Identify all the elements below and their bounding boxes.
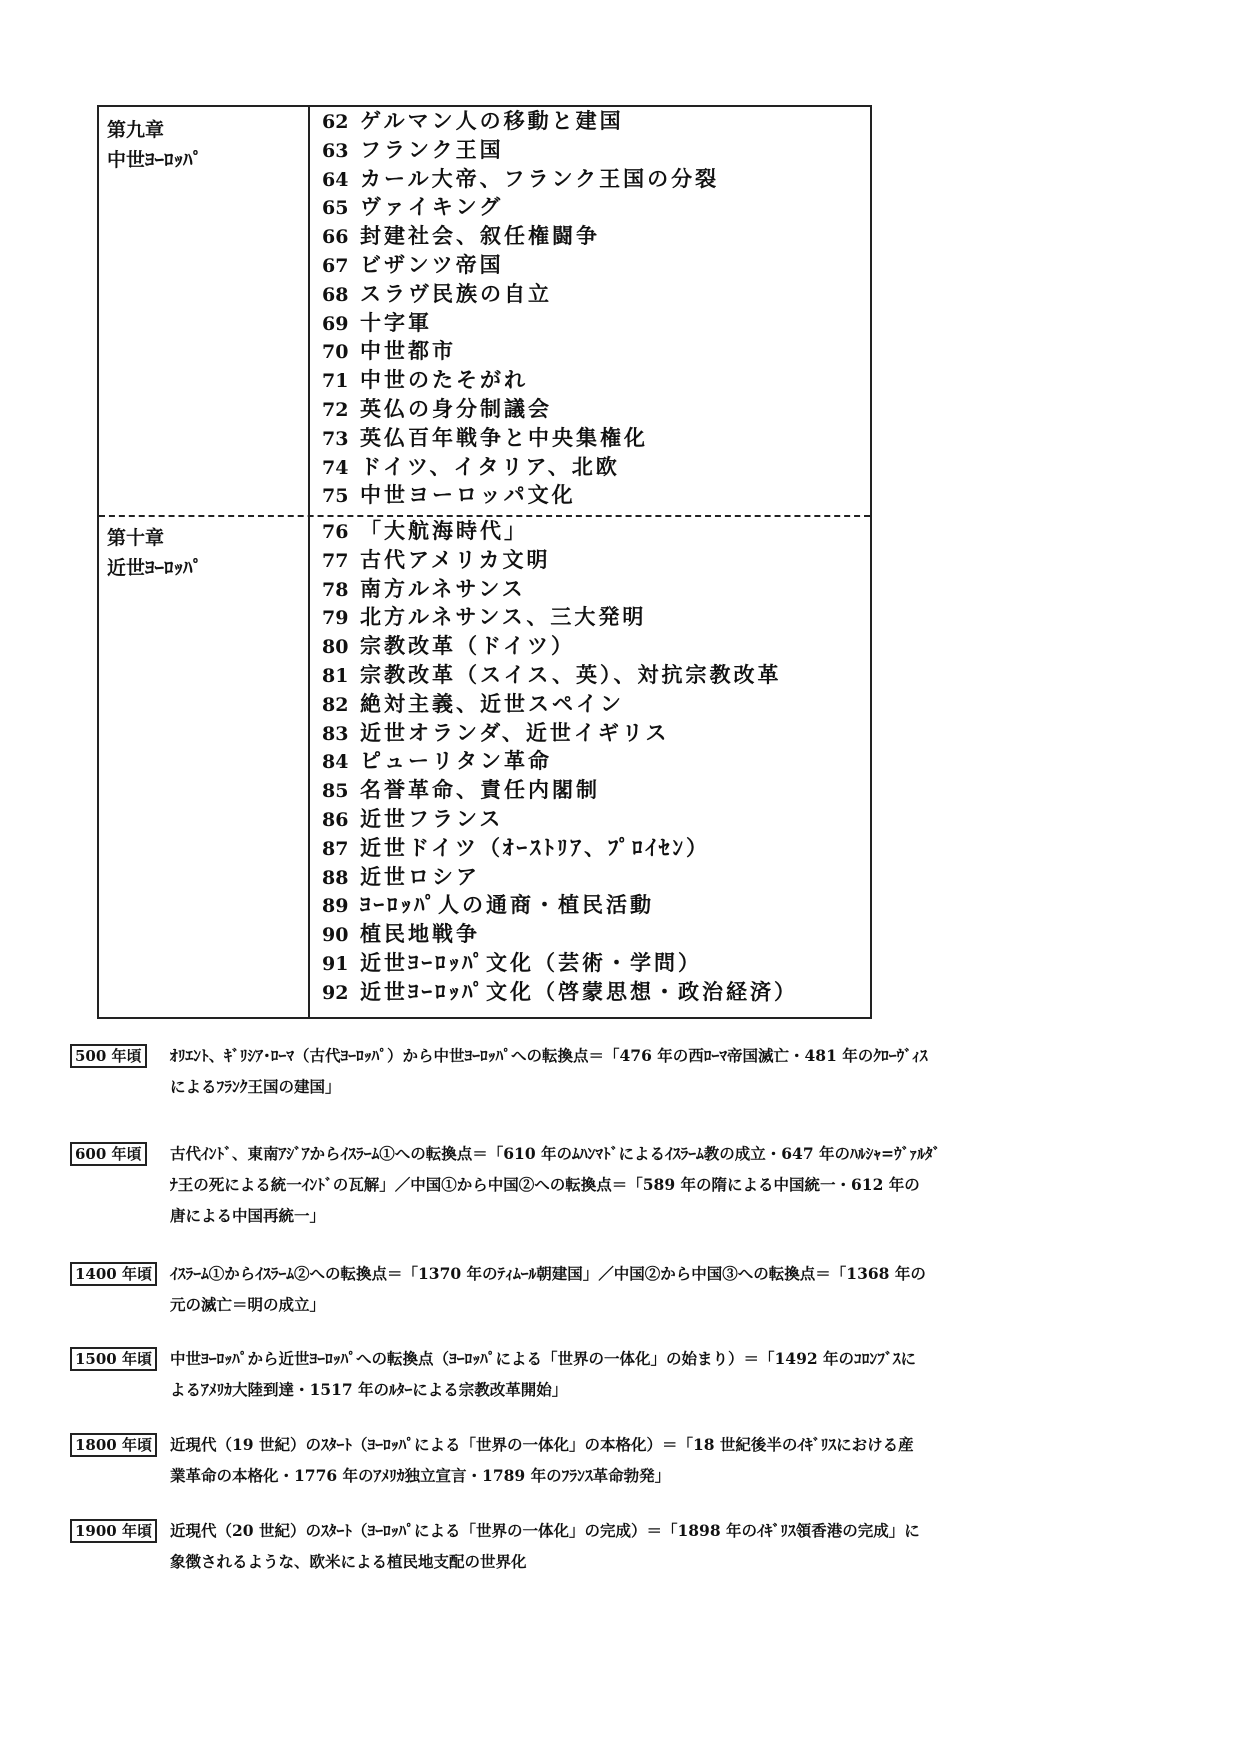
toc-entry [322,309,862,338]
era-note [70,1343,1150,1405]
entry-title: ピューリタン革命 [360,748,552,774]
entry-number: 85 [322,780,349,803]
entry-title: ﾖｰﾛｯﾊﾟ人の通商・植民活動 [360,892,654,918]
era-note [70,1138,1150,1231]
entry-number: 68 [322,283,349,306]
chapter-title: 第十章 [107,527,165,549]
entry-title: 近世ロシア [360,863,480,889]
entry-number: 73 [322,427,349,450]
entry-number: 75 [322,485,349,508]
chapter-entries [322,107,862,510]
entry-number: 69 [322,312,349,335]
era-note-line: 唐による中国再統一」 [170,1206,326,1225]
toc-entry [322,424,862,453]
entry-title: 北方ルネサンス、三大発明 [360,604,647,630]
toc-entry [322,366,862,395]
entry-title: カール大帝、フランク王国の分裂 [360,165,720,191]
entry-number: 88 [322,866,349,889]
toc-entry [322,453,862,482]
entry-number: 86 [322,808,349,831]
toc-entry [322,863,862,892]
entry-number: 84 [322,751,349,774]
entry-title: 近世オランダ、近世イギリス [360,719,670,745]
era-label: 1500 年頃 [70,1347,157,1371]
era-note-body [70,1343,1150,1405]
entry-title: 中世都市 [360,338,456,364]
era-label: 1800 年頃 [70,1433,157,1457]
era-note-line: ﾅ王の死による統一ｲﾝﾄﾞの瓦解」／中国①から中国②への転換点＝「589 年の隋による中国統一・612 年の [170,1175,920,1194]
table-of-contents [97,105,872,1019]
era-note [70,1258,1150,1320]
chapter-subtitle: 近世ﾖｰﾛｯﾊﾟ [107,557,203,579]
era-note-line: によるﾌﾗﾝｸ王国の建国」 [170,1077,341,1096]
chapter-entries [322,517,862,1007]
entry-number: 70 [322,341,349,364]
entry-number: 83 [322,722,349,745]
toc-entry [322,337,862,366]
entry-number: 92 [322,981,349,1004]
toc-entry [322,165,862,194]
entry-number: 80 [322,636,349,659]
entry-title: ゲルマン人の移動と建国 [360,108,624,133]
toc-entry [322,193,862,222]
entry-title: 中世のたそがれ [360,367,528,393]
era-note-body [70,1429,1150,1491]
entry-number: 63 [322,139,349,162]
entry-title: 「大航海時代」 [360,518,528,543]
era-note-line: よるｱﾒﾘｶ大陸到達・1517 年のﾙﾀｰによる宗教改革開始」 [170,1380,568,1399]
entry-title: 南方ルネサンス [360,575,526,601]
toc-entry [322,575,862,604]
era-note-line: 業革命の本格化・1776 年のｱﾒﾘｶ独立宣言・1789 年のﾌﾗﾝｽ革命勃発」 [170,1466,671,1485]
entry-title: 近世ドイツ（ｵｰｽﾄﾘｱ、ﾌﾟﾛｲｾﾝ） [360,834,710,860]
entry-title: 近世フランス [360,805,504,831]
toc-entry [322,632,862,661]
entry-title: 古代アメリカ文明 [360,546,551,572]
era-note [70,1040,1150,1102]
toc-entry [322,719,862,748]
entry-title: 中世ヨーロッパ文化 [360,482,576,508]
entry-number: 67 [322,254,349,277]
entry-number: 62 [322,111,349,133]
era-note [70,1429,1150,1491]
era-note-line: ｲｽﾗｰﾑ①からｲｽﾗｰﾑ②への転換点＝「1370 年のﾃｨﾑｰﾙ朝建国」／中国②から中国③への転換点＝「1368 年の [170,1264,926,1283]
era-note-body [70,1138,1150,1231]
toc-entry [322,949,862,978]
entry-number: 82 [322,693,349,716]
entry-number: 66 [322,226,349,249]
toc-entry [322,891,862,920]
entry-title: 名誉革命、責任内閣制 [360,777,600,803]
toc-entry [322,747,862,776]
toc-entry [322,251,862,280]
chapter-heading [107,115,297,175]
entry-number: 64 [322,168,349,191]
era-note [70,1515,1150,1577]
era-note-body [70,1258,1150,1320]
chapter-heading [107,523,297,583]
toc-entry [322,978,862,1007]
entry-title: ビザンツ帝国 [360,251,504,277]
era-note-body [70,1040,1150,1102]
entry-title: ヴァイキング [360,194,504,220]
entry-number: 71 [322,370,349,393]
entry-number: 65 [322,197,349,220]
entry-title: スラヴ民族の自立 [360,280,552,306]
era-note-line: 中世ﾖｰﾛｯﾊﾟから近世ﾖｰﾛｯﾊﾟへの転換点（ﾖｰﾛｯﾊﾟによる「世界の一体化」の始まり）＝「1492 年のｺﾛﾝﾌﾞｽに [170,1349,917,1368]
toc-entry [322,546,862,575]
era-label: 500 年頃 [70,1044,147,1068]
era-note-line: ｵﾘｴﾝﾄ、ｷﾞﾘｼｱ･ﾛｰﾏ（古代ﾖｰﾛｯﾊﾟ）から中世ﾖｰﾛｯﾊﾟへの転換点＝「476 年の西ﾛｰﾏ帝国滅亡・481 年のｸﾛｰｳﾞｨｽ [170,1046,928,1065]
era-label: 600 年頃 [70,1142,147,1166]
entry-title: 封建社会、叙任権闘争 [360,223,600,249]
entry-number: 81 [322,664,349,687]
entry-number: 77 [322,549,349,572]
toc-entry [322,834,862,863]
toc-entry [322,222,862,251]
entry-number: 76 [322,521,349,543]
toc-entry [322,776,862,805]
entry-number: 89 [322,895,349,918]
chapter-subtitle: 中世ﾖｰﾛｯﾊﾟ [107,149,203,171]
entry-number: 91 [322,952,349,975]
toc-entry [322,395,862,424]
entry-number: 78 [322,578,349,601]
toc-entry [322,661,862,690]
toc-entry [322,805,862,834]
era-note-line: 近現代（20 世紀）のｽﾀｰﾄ（ﾖｰﾛｯﾊﾟによる「世界の一体化」の完成）＝「1898 年のｲｷﾞﾘｽ領香港の完成」に [170,1521,920,1540]
toc-entry [322,603,862,632]
entry-title: 宗教改革（スイス、英）、対抗宗教改革 [360,661,782,687]
entry-title: 英仏の身分制議会 [360,395,552,421]
entry-number: 72 [322,398,349,421]
toc-entry [322,136,862,165]
entry-number: 90 [322,924,349,947]
entry-number: 74 [322,456,349,479]
era-note-body [70,1515,1150,1577]
era-note-line: 元の滅亡＝明の成立」 [170,1295,326,1314]
toc-entry [322,920,862,949]
era-label: 1900 年頃 [70,1519,157,1543]
toc-entry [322,481,862,510]
era-note-line: 古代ｲﾝﾄﾞ、東南ｱｼﾞｱからｲｽﾗｰﾑ①への転換点＝「610 年のﾑﾊﾝﾏﾄﾞによるｲｽﾗｰﾑ教の成立・647 年のﾊﾙｼｬ=ｳﾞｧﾙﾀﾞ [170,1144,941,1163]
entry-title: 植民地戦争 [360,921,480,947]
toc-entry [322,517,862,546]
entry-title: 絶対主義、近世スペイン [360,690,624,716]
era-note-line: 象徴されるような、欧米による植民地支配の世界化 [170,1552,527,1571]
entry-title: 近世ﾖｰﾛｯﾊﾟ文化（啓蒙思想・政治経済） [360,978,798,1004]
entry-title: フランク王国 [360,136,504,162]
entry-title: ドイツ、イタリア、北欧 [360,453,620,479]
entry-title: 宗教改革（ドイツ） [360,633,575,659]
column-divider [308,107,310,1017]
era-note-line: 近現代（19 世紀）のｽﾀｰﾄ（ﾖｰﾛｯﾊﾟによる「世界の一体化」の本格化）＝「18 世紀後半のｲｷﾞﾘｽにおける産 [170,1435,914,1454]
entry-number: 87 [322,837,349,860]
entry-title: 十字軍 [360,309,432,335]
entry-title: 近世ﾖｰﾛｯﾊﾟ文化（芸術・学問） [360,949,702,975]
toc-entry [322,690,862,719]
toc-entry [322,107,862,136]
entry-number: 79 [322,607,349,630]
toc-entry [322,280,862,309]
entry-title: 英仏百年戦争と中央集権化 [360,424,648,450]
era-label: 1400 年頃 [70,1262,157,1286]
chapter-title: 第九章 [107,119,165,141]
